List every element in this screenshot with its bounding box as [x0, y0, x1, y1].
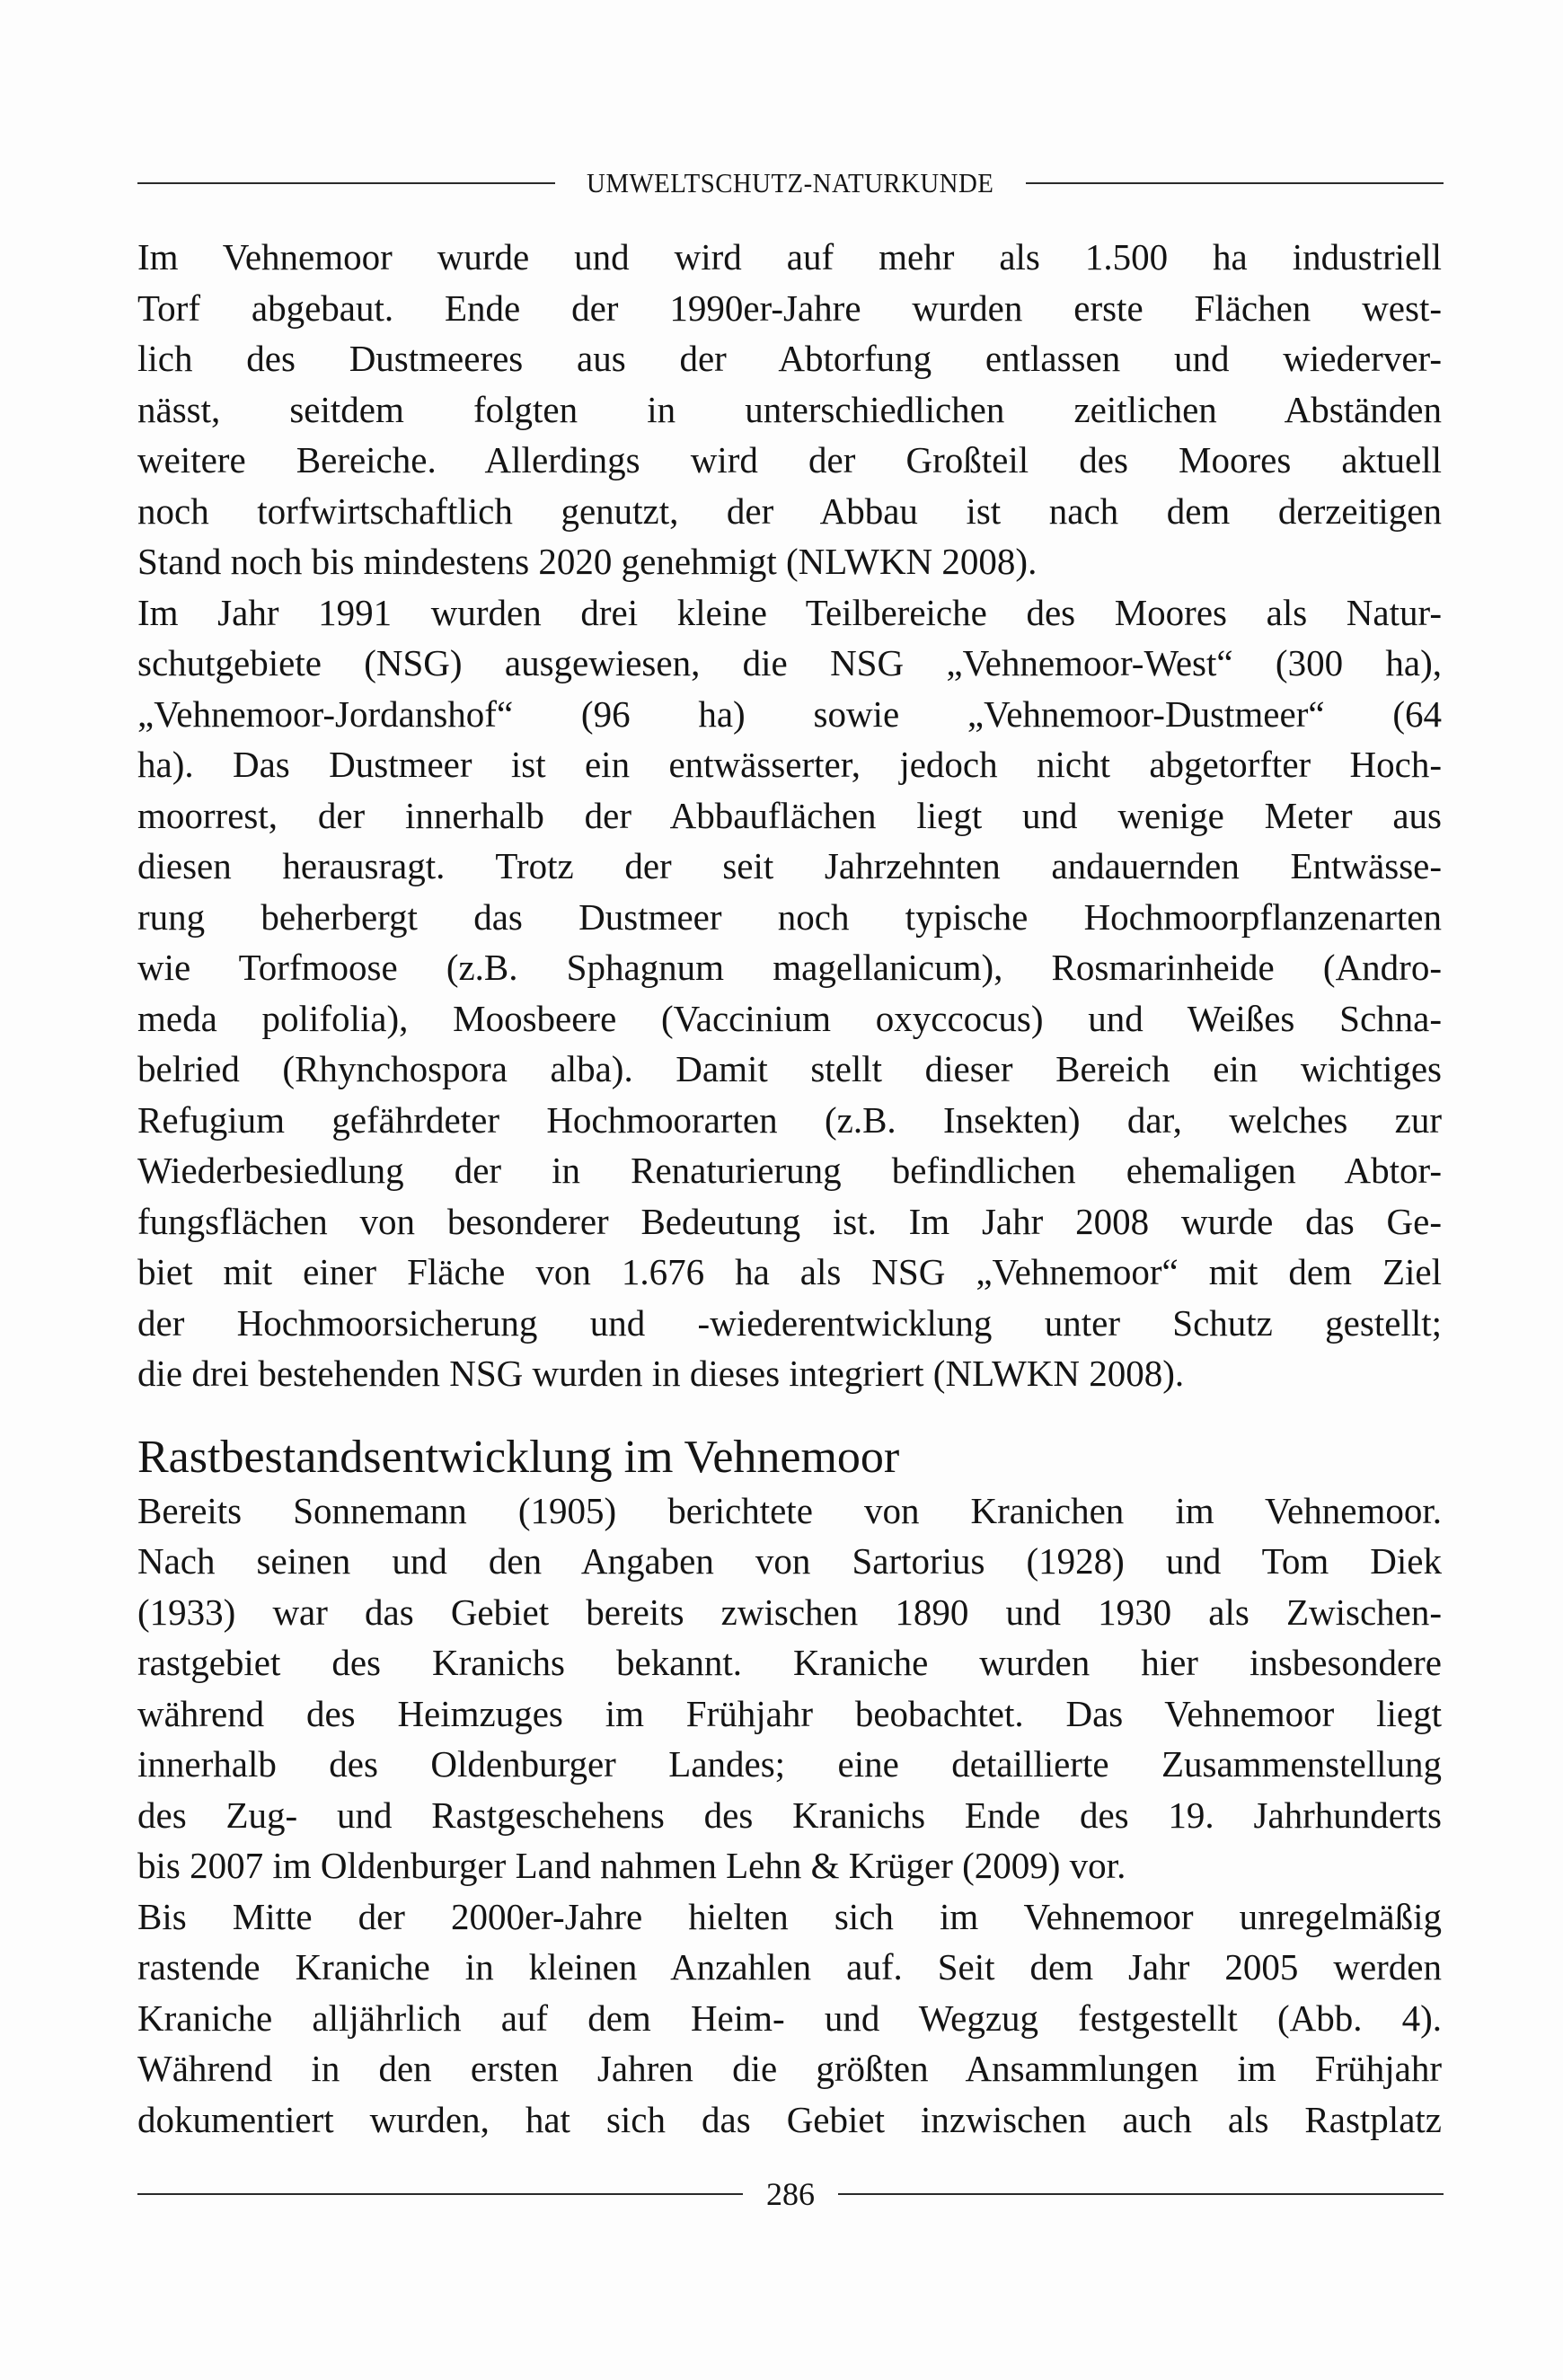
- text-line: Im Jahr 1991 wurden drei kleine Teilbereiche des Moores als Natur-: [137, 591, 1442, 633]
- page-number: 286: [766, 2176, 815, 2212]
- section-heading: Rastbestandsentwicklung im Vehnemoor: [137, 1431, 900, 1483]
- text-line: rung beherbergt das Dustmeer noch typische Hochmoorpflanzenarten: [137, 895, 1442, 938]
- page-footer: [137, 2173, 1444, 2215]
- text-line: Nach seinen und den Angaben von Sartorius (1928) und Tom Diek: [137, 1540, 1442, 1582]
- text-line: biet mit einer Fläche von 1.676 ha als NSG „Vehnemoor“ mit dem Ziel: [137, 1251, 1442, 1292]
- text-line: Kraniche alljährlich auf dem Heim- und Wegzug festgestellt (Abb. 4).: [137, 1997, 1442, 2039]
- text-line: Stand noch bis mindestens 2020 genehmigt (NLWKN 2008).: [137, 541, 1038, 582]
- section-paragraph-1: [137, 1485, 1442, 1891]
- paragraph-2: [137, 587, 1442, 1399]
- text-line: innerhalb des Oldenburger Landes; eine detaillierte Zusammenstellung: [137, 1743, 1442, 1785]
- text-line: Während in den ersten Jahren die größten Ansammlungen im Frühjahr: [137, 2048, 1442, 2089]
- text-line: Refugium gefährdeter Hochmoorarten (z.B. Insekten) dar, welches zur: [137, 1098, 1442, 1141]
- header-rule-left: [137, 182, 555, 184]
- text-line: Bereits Sonnemann (1905) berichtete von Kranichen im Vehnemoor.: [137, 1489, 1442, 1531]
- text-line: belried (Rhynchospora alba). Damit stellt dieser Bereich ein wichtiges: [137, 1048, 1442, 1089]
- text-line: schutgebiete (NSG) ausgewiesen, die NSG „Vehnemoor-West“ (300 ha),: [137, 642, 1442, 683]
- text-line: der Hochmoorsicherung und -wiederentwicklung unter Schutz gestellt;: [137, 1301, 1442, 1344]
- running-head-title: UMWELTSCHUTZ-NATURKUNDE: [587, 167, 994, 198]
- text-line: Im Vehnemoor wurde und wird auf mehr als 1.500 ha industriell: [137, 236, 1442, 278]
- running-head: [137, 163, 1444, 203]
- text-line: nässt, seitdem folgten in unterschiedlichen zeitlichen Abständen: [137, 388, 1442, 430]
- text-line: bis 2007 im Oldenburger Land nahmen Lehn & Krüger (2009) vor.: [137, 1845, 1126, 1886]
- text-line: wie Torfmoose (z.B. Sphagnum magellanicum), Rosmarinheide (Andro-: [137, 947, 1442, 988]
- text-line: ha). Das Dustmeer ist ein entwässerter, jedoch nicht abgetorfter Hoch-: [137, 744, 1442, 785]
- text-line: Bis Mitte der 2000er-Jahre hielten sich im Vehnemoor unregelmäßig: [137, 1895, 1442, 1937]
- text-line: moorrest, der innerhalb der Abbauflächen liegt und wenige Meter aus: [137, 794, 1442, 836]
- text-line: die drei bestehenden NSG wurden in dieses integriert (NLWKN 2008).: [137, 1353, 1185, 1394]
- text-line: fungsflächen von besonderer Bedeutung ist. Im Jahr 2008 wurde das Ge-: [137, 1200, 1442, 1242]
- text-line: Wiederbesiedlung der in Renaturierung befindlichen ehemaligen Abtor-: [137, 1150, 1442, 1191]
- text-line: des Zug- und Rastgeschehens des Kranichs Ende des 19. Jahrhunderts: [137, 1794, 1442, 1836]
- text-line: rastende Kraniche in kleinen Anzahlen auf. Seit dem Jahr 2005 werden: [137, 1946, 1442, 1988]
- text-line: während des Heimzuges im Frühjahr beobachtet. Das Vehnemoor liegt: [137, 1692, 1442, 1734]
- header-rule-right: [1026, 182, 1444, 184]
- text-line: dokumentiert wurden, hat sich das Gebiet inzwischen auch als Rastplatz: [137, 2098, 1442, 2140]
- text-line: lich des Dustmeeres aus der Abtorfung entlassen und wiederver-: [137, 338, 1442, 379]
- text-line: weitere Bereiche. Allerdings wird der Großteil des Moores aktuell: [137, 439, 1442, 480]
- text-line: „Vehnemoor-Jordanshof“ (96 ha) sowie „Vehnemoor-Dustmeer“ (64: [137, 692, 1442, 735]
- text-line: noch torfwirtschaftlich genutzt, der Abbau ist nach dem derzeitigen: [137, 489, 1442, 532]
- section-paragraph-2: [137, 1891, 1442, 2146]
- text-line: meda polifolia), Moosbeere (Vaccinium oxyccocus) und Weißes Schna-: [137, 997, 1442, 1039]
- footer-rule-left: [137, 2193, 743, 2195]
- footer-rule-right: [838, 2193, 1444, 2195]
- text-line: Torf abgebaut. Ende der 1990er-Jahre wurden erste Flächen west-: [137, 286, 1442, 329]
- text-line: (1933) war das Gebiet bereits zwischen 1890 und 1930 als Zwischen-: [137, 1591, 1442, 1633]
- body-text: [137, 232, 1442, 2145]
- text-line: rastgebiet des Kranichs bekannt. Kraniche wurden hier insbesondere: [137, 1642, 1442, 1683]
- text-line: diesen herausragt. Trotz der seit Jahrzehnten andauernden Entwässe-: [137, 845, 1442, 886]
- paragraph-1: [137, 232, 1442, 587]
